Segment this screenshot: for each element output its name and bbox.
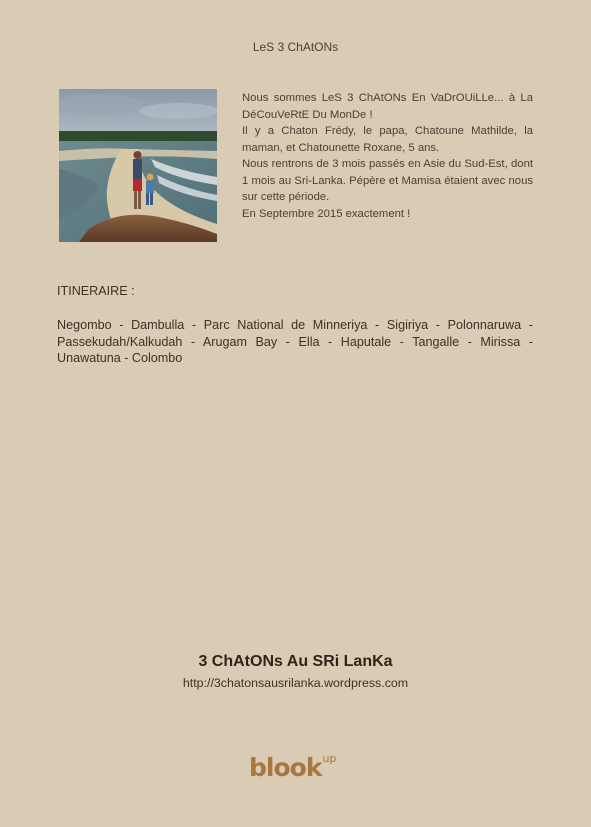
intro-paragraph: Il y a Chaton Frédy, le papa, Chatoune Mathilde, la maman, et Chatounette Roxane, 5 ans. bbox=[242, 125, 533, 154]
book-title: 3 ChAtONs Au SRi LanKa bbox=[198, 653, 393, 670]
page-header-title: LeS 3 ChAtONs bbox=[252, 40, 339, 54]
intro-paragraph: En Septembre 2015 exactement ! bbox=[242, 207, 411, 220]
logo-name: blook bbox=[249, 753, 322, 782]
itinerary-heading: ITINERAIRE : bbox=[57, 284, 135, 298]
blookup-logo bbox=[249, 752, 336, 782]
cover-photo bbox=[59, 89, 217, 242]
book-url: http://3chatonsausrilanka.wordpress.com bbox=[182, 676, 409, 690]
intro-paragraph: Nous rentrons de 3 mois passés en Asie du Sud-Est, dont 1 mois au Sri-Lanka. Pépère et Mamisa étaient avec nous sur cette période. bbox=[242, 158, 533, 203]
intro-paragraph: Nous sommes LeS 3 ChAtONs En VaDrOUiLLe... à La DéCouVeRtE Du MonDe ! bbox=[242, 92, 533, 121]
intro-text bbox=[242, 90, 533, 222]
itinerary-route: Negombo - Dambulla - Parc National de Minneriya - Sigiriya - Polonnaruwa - Passekudah/Kalkudah - Arugam Bay - Ella - Haputale - Tangalle - Mirissa - Unawatuna - Colombo bbox=[57, 318, 533, 366]
logo-superscript: up bbox=[322, 752, 337, 765]
